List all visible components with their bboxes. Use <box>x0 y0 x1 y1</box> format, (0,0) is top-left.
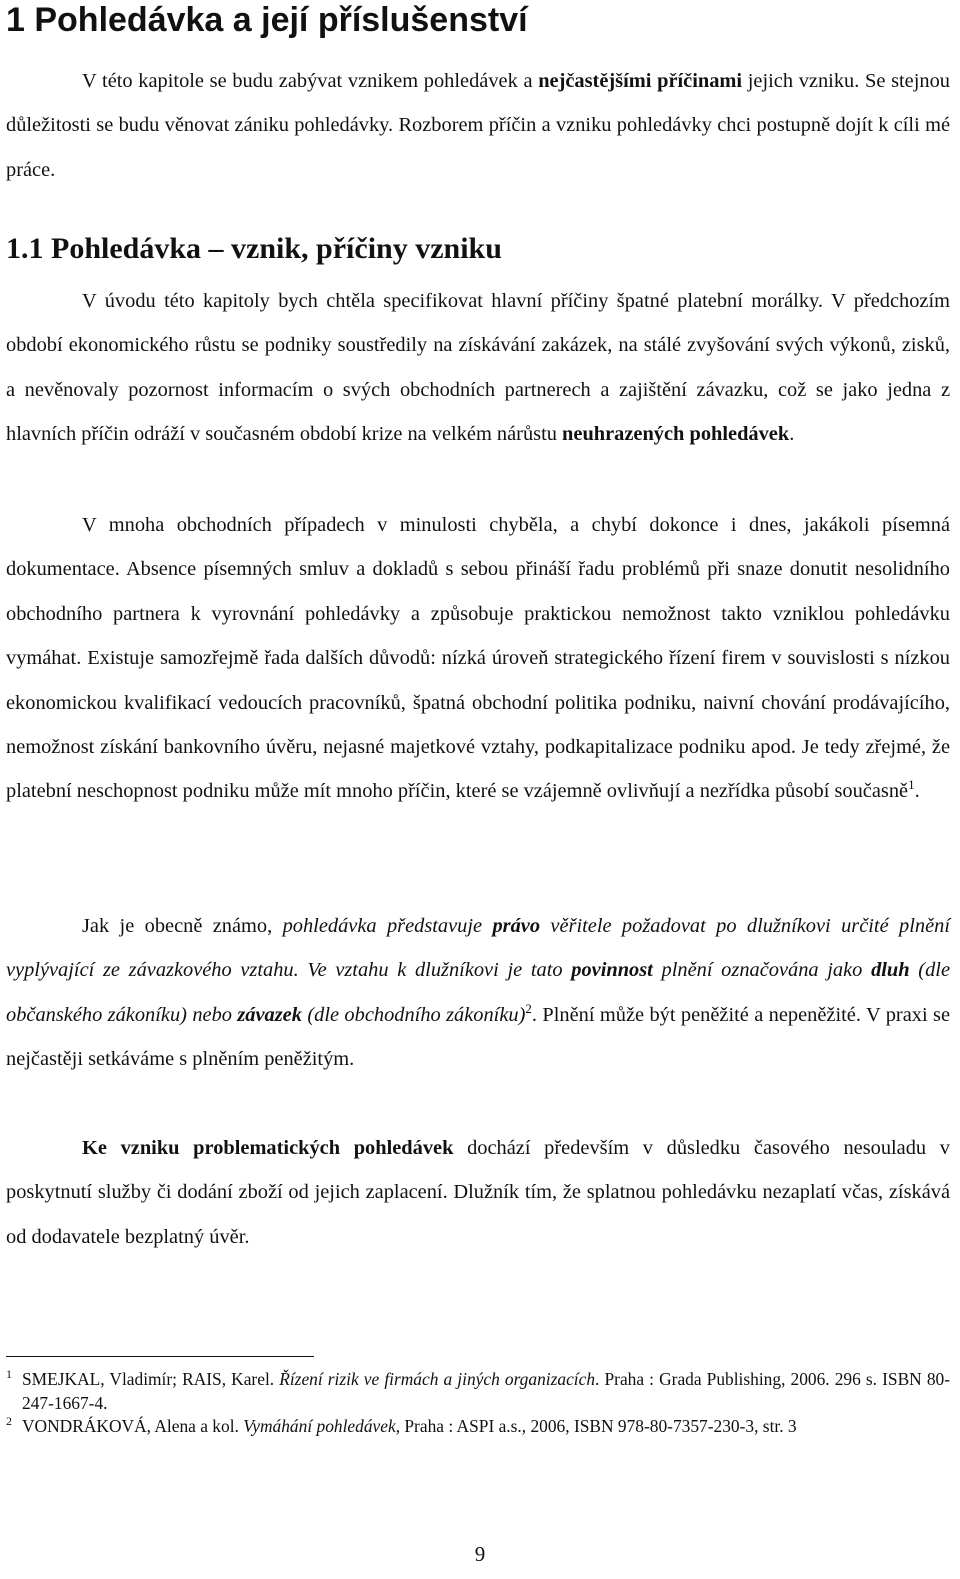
footnote <box>6 1415 950 1439</box>
text-run: . <box>914 780 920 803</box>
text-run: SMEJKAL, Vladimír; RAIS, Karel. <box>22 1369 280 1389</box>
footnotes <box>6 1368 950 1439</box>
text-run: , Praha : ASPI a.s., 2006, ISBN 978-80-7357-230-3, str. 3 <box>395 1416 797 1436</box>
italic-run: (dle obchodního zákoníku) <box>301 1003 526 1026</box>
bold-term: neuhrazených pohledávek <box>562 423 790 446</box>
footnote-mark: 2 <box>6 1414 12 1428</box>
footnote-reference[interactable]: 1 <box>908 777 915 793</box>
bold-italic-term: závazek <box>237 1003 302 1026</box>
paragraph-definition <box>6 904 950 1082</box>
bold-term: nejčastějšími příčinami <box>538 70 743 92</box>
italic-run: plnění označována jako <box>652 959 872 982</box>
italic-run: Řízení rizik ve firmách a jiných organizacích <box>279 1369 596 1389</box>
paragraph-causes <box>6 279 950 457</box>
text-run: jejich vzniku. Se stejnou důležitosti se budu věnovat zániku pohledávky. Rozborem příčin a vzniku pohledávky chci postupně dojít k cíli mé práce. <box>6 70 950 181</box>
italic-run: pohledávka představuje <box>282 915 493 937</box>
bold-italic-term: právo <box>492 915 541 937</box>
text-run: V úvodu této kapitoly bych chtěla specifikovat hlavní příčiny špatné platební morálky. V předchozím období ekonomického růstu se podniky soustředily na získávání zakázek, na stálé zvyšování svých výkonů, zisků, a nevěnovaly pozornost informacím o svých obchodních partnerech a zajištění závazku, což se jako jedna z hlavních příčin odráží v současném období krize na velkém nárůstu <box>6 290 950 446</box>
text-run: . <box>789 423 795 446</box>
text-run: . Plnění může být peněžité a nepeněžité. V praxi se nejčastěji setkáváme s plněním peněžitým. <box>6 1003 950 1071</box>
italic-run: Vymáhání pohledávek <box>243 1416 396 1436</box>
text-run: V mnoha obchodních případech v minulosti chyběla, a chybí dokonce i dnes, jakákoli písemná dokumentace. Absence písemných smluv a dokladů s sebou přináší řadu problémů při snaze donutit nesolidního obchodního partnera k vyrovnání pohledávky a způsobuje praktickou nemožnost takto vzniklou pohledávku vymáhat. Existuje samozřejmě řada dalších důvodů: nízká úroveň strategického řízení firem v souvislosti s nízkou ekonomickou kvalifikací vedoucích pracovníků, špatná obchodní politika podniku, naivní chování prodávajícího, nemožnost získání bankovního úvěru, nejasné majetkové vztahy, podkapitalizace podniku apod. Je tedy zřejmé, že platební neschopnost podniku může mít mnoho příčin, které se vzájemně ovlivňují a nezřídka působí současně <box>6 514 950 803</box>
text-run: Jak je obecně známo, <box>82 915 283 937</box>
bold-italic-term: povinnost <box>571 959 653 982</box>
page-number: 9 <box>474 1542 486 1566</box>
section-heading: 1.1 Pohledávka – vznik, příčiny vzniku <box>6 232 502 265</box>
bold-italic-term: dluh <box>871 959 910 982</box>
footnote-separator <box>6 1356 314 1357</box>
bold-term: Ke vzniku problematických pohledávek <box>82 1137 454 1159</box>
text-run: . Praha : Grada Publishing, 2006. 296 s. ISBN 80-247-1667-4. <box>22 1369 951 1413</box>
chapter-heading: 1 Pohledávka a její příslušenství <box>6 1 528 39</box>
italic-run: (dle občanského zákoníku) nebo <box>6 959 950 1026</box>
footnote-mark: 1 <box>6 1367 12 1381</box>
paragraph-intro <box>6 59 950 192</box>
paragraph-problematic <box>6 1126 950 1259</box>
italic-run: věřitele požadovat po dlužníkovi určité plnění vyplývající ze závazkového vztahu. Ve vztahu k dlužníkovi je tato <box>6 915 950 982</box>
text-run: VONDRÁKOVÁ, Alena a kol. <box>22 1416 244 1436</box>
paragraph-documentation <box>6 503 950 814</box>
footnote-reference[interactable]: 2 <box>525 1001 532 1017</box>
text-run: dochází především v důsledku časového nesouladu v poskytnutí služby či dodání zboží od jejich zaplacení. Dlužník tím, že splatnou pohledávku nezaplatí včas, získává od dodavatele bezplatný úvěr. <box>6 1137 950 1248</box>
footnote <box>6 1368 950 1415</box>
text-run: V této kapitole se budu zabývat vznikem pohledávek a <box>82 70 539 92</box>
